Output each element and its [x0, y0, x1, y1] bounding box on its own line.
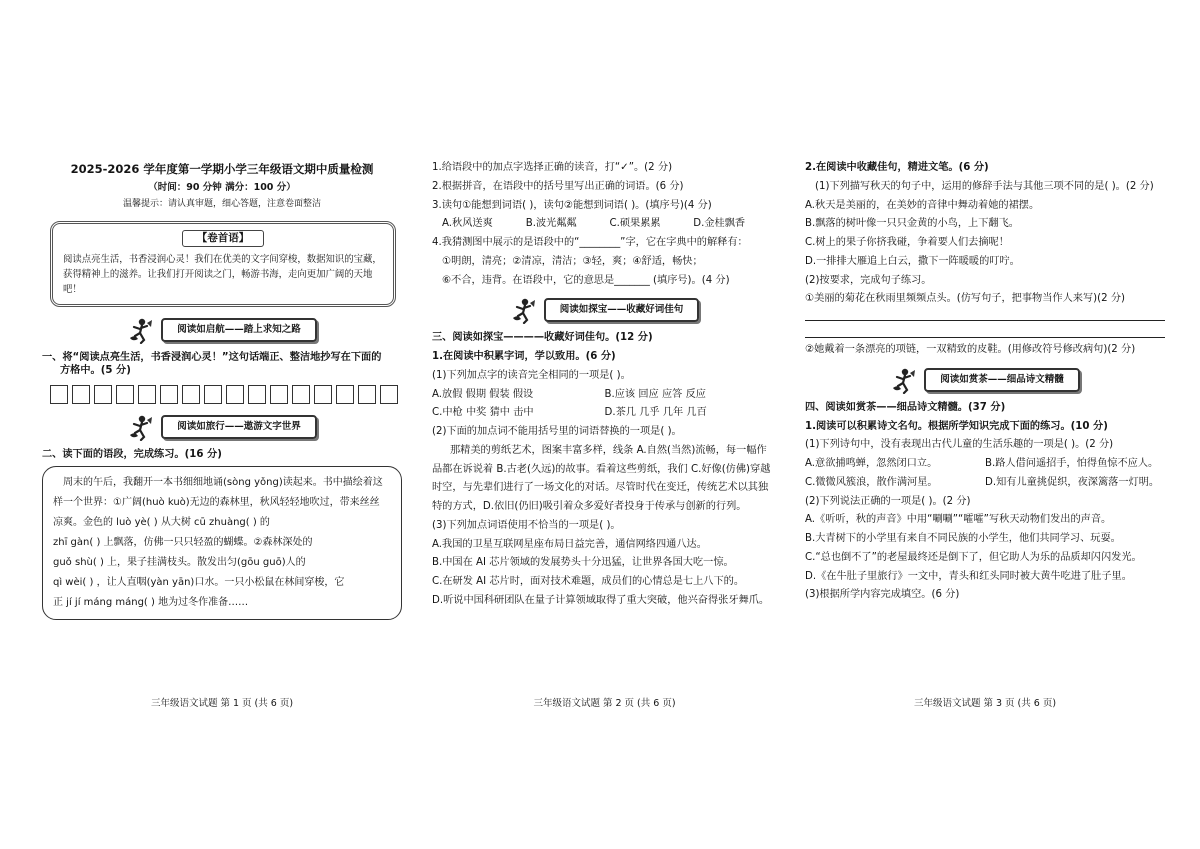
passage-line: qì wèi( ) ，让人直咽(yàn yān)口水。一只小松鼠在林间穿梭，它 [53, 577, 345, 589]
question-1-line1: 一、将“阅读点亮生活，书香浸润心灵！”这句话端正、整洁地抄写在下面的 [42, 351, 382, 363]
reader-figure-icon [127, 316, 155, 344]
banner-text: 阅读如旅行——遨游文字世界 [161, 415, 317, 439]
section-banner [805, 366, 1165, 394]
grid-cell[interactable] [138, 385, 156, 404]
option[interactable]: D.一排排大雁追上白云，撒下一阵暖暖的叮咛。 [805, 255, 1020, 267]
page-footer: 三年级语文试题 第 3 页 (共 6 页) [913, 698, 1057, 710]
section-4-heading: 四、阅读如赏茶——细品诗文精髓。(37 分) [805, 401, 1006, 413]
question-line: (3)根据所学内容完成填空。(6 分) [805, 589, 960, 601]
question-line: 1.给语段中的加点字选择正确的读音，打“✓”。(2 分) [432, 162, 673, 173]
paragraph-line: 那精美的剪纸艺术，图案丰富多样，线条 A.自然(当然)流畅，每一幅作 [450, 444, 767, 456]
option[interactable]: B.波光粼粼 [525, 218, 577, 230]
option[interactable]: D.知有儿童挑促织，夜深篱落一灯明。 [985, 476, 1160, 488]
question-line: 3.读句①能想到词语( )，读句②能想到词语( )。(填序号)(4 分) [432, 199, 712, 211]
question-line: 4.我猜测图中展示的是语段中的“________”字，它在字典中的解释有： [432, 237, 748, 248]
grid-cell[interactable] [94, 385, 112, 404]
grid-cell[interactable] [270, 385, 288, 404]
question-line: ①美丽的菊花在秋雨里频频点头。(仿写句子，把事物当作人来写)(2 分) [805, 293, 1125, 305]
banner-text: 阅读如启航——踏上求知之路 [161, 318, 317, 342]
question-line: (3)下列加点词语使用不恰当的一项是( )。 [432, 519, 621, 531]
option[interactable]: C.“总也倒不了”的老屋最终还是倒下了，但它助人为乐的品质却闪闪发光。 [805, 551, 1142, 563]
section-banner-2 [42, 413, 402, 441]
option[interactable]: C.在研发 AI 芯片时，面对技术难题，成员们的心情总是七上八下的。 [432, 576, 745, 587]
question-line: 1.阅读可以积累诗文名句。根据所学知识完成下面的练习。(10 分) [805, 420, 1108, 432]
exam-title: 2025-2026 学年度第一学期小学三年级语文期中质量检测 [70, 162, 374, 176]
question-line: ⑥不合，违背。在语段中，它的意思是_______ (填序号)。(4 分) [442, 274, 730, 286]
exam-page-1 [42, 150, 402, 710]
option[interactable]: A.我国的卫星互联网星座布局日益完善，通信网络四通八达。 [432, 538, 707, 550]
reader-figure-icon [890, 366, 918, 394]
exam-page-3 [805, 150, 1165, 710]
question-line: (2)下列说法正确的一项是( )。(2 分) [805, 495, 971, 507]
question-line: (1)下列加点字的读音完全相同的一项是( )。 [432, 369, 631, 381]
option[interactable]: C.微微风簇浪，散作满河星。 [805, 476, 938, 488]
question-1-line2: 方格中。(5 分) [60, 364, 131, 376]
tip-line: 温馨提示：请认真审题，细心答题，注意卷面整洁 [122, 199, 321, 210]
passage-line: 样一个世界：①广阔(huò kuò)无边的森林里，秋风轻轻地吹过，带来丝丝 [53, 497, 380, 509]
option[interactable]: D.茶几 几乎 几年 几百 [604, 407, 707, 419]
question-line: ①明朗，清亮；②清凉，清洁；③轻，爽；④舒适，畅快； [442, 255, 703, 267]
options-row [805, 477, 1165, 490]
passage-line: 凉爽。金色的 luò yè( ) 从大树 cū zhuàng( ) 的 [53, 517, 270, 529]
option[interactable]: C.树上的果子你挤我碰，争着要人们去摘呢！ [805, 237, 1009, 248]
question-2-heading: 二、读下面的语段，完成练习。(16 分) [42, 449, 222, 461]
grid-cell[interactable] [292, 385, 310, 404]
option[interactable]: C.中枪 中奖 猜中 击中 [432, 407, 534, 419]
question-line: 1.在阅读中积累字词，学以致用。(6 分) [432, 351, 616, 362]
option[interactable]: A.秋风送爽 [442, 218, 493, 230]
option[interactable]: B.路人借问遥招手，怕得鱼惊不应人。 [985, 458, 1159, 469]
paragraph-line: 特的方式，D.依旧(仍旧)吸引着众多爱好者投身于传承与创新的行列。 [432, 501, 747, 512]
options-row [805, 458, 1165, 471]
paragraph-line: 品都在诉说着 B.古老(久远)的故事。看着这些剪纸，我们 C.好像(仿佛)穿越 [432, 463, 771, 475]
grid-cell[interactable] [160, 385, 178, 404]
grid-cell[interactable] [226, 385, 244, 404]
option[interactable]: A.《听听，秋的声音》中用“唰唰”“嚯嚯”写秋天动物们发出的声音。 [805, 514, 1112, 526]
section-banner-1 [42, 316, 402, 344]
question-line: (2)下面的加点词不能用括号里的词语替换的一项是( )。 [432, 426, 682, 437]
passage-line: zhī gàn( ) 上飘落，仿佛一只只轻盈的蝴蝶。②森林深处的 [53, 537, 313, 549]
options-row [432, 218, 777, 231]
answer-line[interactable] [805, 318, 1165, 321]
banner-text: 阅读如赏茶——细品诗文精髓 [924, 368, 1080, 392]
reader-figure-icon [127, 413, 155, 441]
option[interactable]: D.金桂飘香 [693, 218, 746, 230]
section-banner [432, 296, 777, 324]
preface-text: 阅读点亮生活，书香浸润心灵！我们在优美的文字间穿梭，数据知识的宝藏，获得精神上的滋养。让我们打开阅读之门，畅游书海，走向更加广阔的天地吧！ [63, 253, 382, 295]
option[interactable]: D.《在牛肚子里旅行》一文中，青头和红头同时被大黄牛吃进了肚子里。 [805, 570, 1132, 582]
option[interactable]: B.大青树下的小学里有来自不同民族的小学生，他们共同学习、玩耍。 [805, 533, 1121, 544]
grid-cell[interactable] [50, 385, 68, 404]
option[interactable]: D.听说中国科研团队在量子计算领域取得了重大突破，他兴奋得张牙舞爪。 [432, 594, 770, 606]
exam-page-2 [432, 150, 777, 710]
writing-grid[interactable] [50, 385, 402, 404]
grid-cell[interactable] [116, 385, 134, 404]
option[interactable]: B.应该 回应 应答 反应 [604, 388, 706, 400]
question-line: 2.在阅读中收藏佳句，精进文笔。(6 分) [805, 162, 989, 173]
question-line: ②她戴着一条漂亮的项链，一双精致的皮鞋。(用修改符号修改病句)(2 分) [805, 344, 1136, 355]
reading-passage-box [42, 466, 402, 620]
preface-box [50, 221, 396, 307]
grid-cell[interactable] [314, 385, 332, 404]
options-row [432, 407, 777, 420]
option[interactable]: A.秋天是美丽的，在美妙的音律中舞动着她的裙摆。 [805, 199, 1040, 211]
time-score-line: （时间：90 分钟 满分：100 分） [148, 182, 296, 194]
options-row [432, 389, 777, 402]
option[interactable]: B.中国在 AI 芯片领域的发展势头十分迅猛，让世界各国大吃一惊。 [432, 557, 734, 569]
paragraph-line: 时空，与先辈们进行了一场文化的对话。尽管时代在变迁，传统艺术以其独 [432, 482, 769, 494]
grid-cell[interactable] [182, 385, 200, 404]
passage-line: guǒ shù( ) 上，果子挂满枝头。散发出匀(gōu guō)人的 [53, 557, 306, 569]
grid-cell[interactable] [358, 385, 376, 404]
page-footer: 三年级语文试题 第 1 页 (共 6 页) [150, 698, 294, 710]
option[interactable]: A.放假 假期 假装 假设 [432, 388, 534, 400]
option[interactable]: A.意欲捕鸣蝉，忽然闭口立。 [805, 458, 938, 469]
grid-cell[interactable] [204, 385, 222, 404]
option[interactable]: C.硕果累累 [609, 218, 661, 230]
preface-title: 【卷首语】 [182, 230, 264, 247]
section-3-heading: 三、阅读如探宝————收藏好词佳句。(12 分) [432, 332, 653, 344]
option[interactable]: B.飘落的树叶像一只只金黄的小鸟，上下翻飞。 [805, 218, 1019, 230]
passage-line: 周末的午后，我翻开一本书细细地诵(sòng yǒng)读起来。书中描绘着这 [63, 477, 383, 489]
grid-cell[interactable] [336, 385, 354, 404]
page-footer: 三年级语文试题 第 2 页 (共 6 页) [533, 698, 676, 710]
banner-text: 阅读如探宝——收藏好词佳句 [544, 298, 700, 322]
passage-line: 正 jí jí máng máng( ) 地为过冬作准备…… [53, 597, 249, 609]
grid-cell[interactable] [72, 385, 90, 404]
reader-figure-icon [510, 296, 538, 324]
question-line: 2.根据拼音，在语段中的括号里写出正确的词语。(6 分) [432, 180, 684, 192]
grid-cell[interactable] [248, 385, 266, 404]
question-line: (2)按要求，完成句子练习。 [805, 274, 932, 286]
question-line: (1)下列诗句中，没有表现出古代儿童的生活乐趣的一项是( )。(2 分) [805, 439, 1114, 451]
grid-cell[interactable] [380, 385, 398, 404]
question-line: (1)下列描写秋天的句子中，运用的修辞手法与其他三项不同的是( )。(2 分) [815, 180, 1154, 192]
